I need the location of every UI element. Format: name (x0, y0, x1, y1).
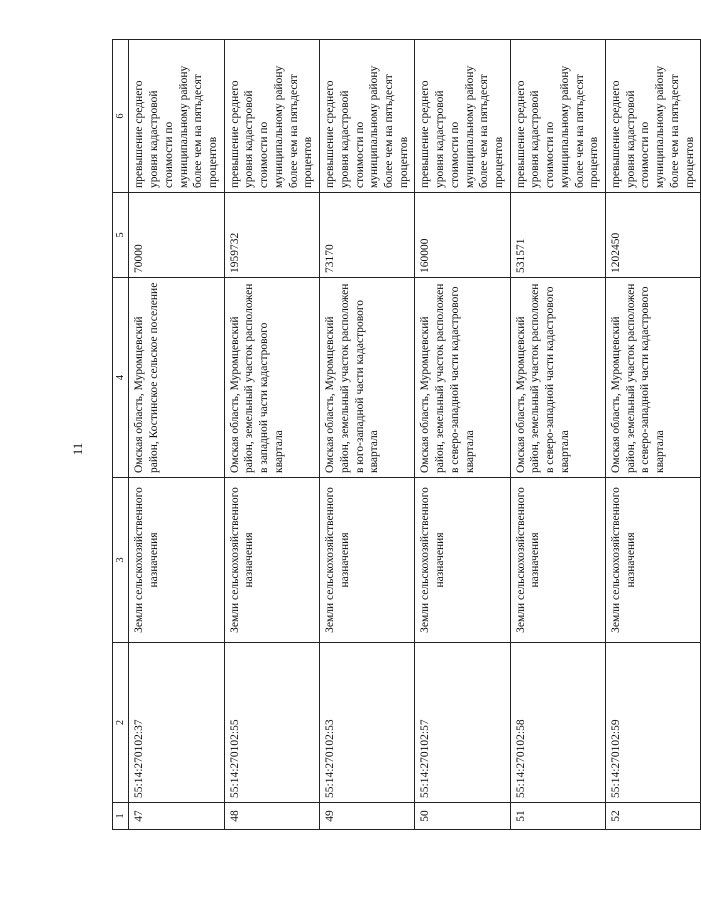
header-row (113, 40, 129, 830)
column-header: 5 (113, 193, 129, 278)
table-body (113, 40, 701, 830)
table-row (510, 40, 605, 830)
cadastral-number-cell: 55:14:270102:59 (606, 643, 701, 803)
reason-cell: превышение среднего уровня кадастровой стоимости по муниципальному району более чем на пятьдесят процентов (606, 40, 701, 193)
table-row (606, 40, 701, 830)
row-number-cell: 51 (510, 803, 605, 830)
cadastral-table (112, 39, 701, 830)
location-cell: Омская область, Муромцевский район, земельный участок расположен в северо-западной части кадастрового квартала (606, 278, 701, 478)
row-number-cell: 50 (415, 803, 510, 830)
cadastral-value-cell: 73170 (320, 193, 415, 278)
location-cell: Омская область, Муромцевский район, земельный участок расположен в северо-западной части кадастрового квартала (415, 278, 510, 478)
reason-cell: превышение среднего уровня кадастровой стоимости по муниципальному району более чем на пятьдесят процентов (224, 40, 319, 193)
cadastral-value-cell: 70000 (129, 193, 224, 278)
column-header: 4 (113, 278, 129, 478)
cadastral-number-cell: 55:14:270102:37 (129, 643, 224, 803)
row-number-cell: 49 (320, 803, 415, 830)
table-row (415, 40, 510, 830)
location-cell: Омская область, Муромцевский район, земельный участок расположен в западной части кадастрового квартала (224, 278, 319, 478)
land-category-cell: Земли сельскохозяйственного назначения (606, 478, 701, 643)
cadastral-value-cell: 531571 (510, 193, 605, 278)
table-row (320, 40, 415, 830)
row-number-cell: 47 (129, 803, 224, 830)
row-number-cell: 48 (224, 803, 319, 830)
cadastral-value-cell: 1959732 (224, 193, 319, 278)
reason-cell: превышение среднего уровня кадастровой стоимости по муниципальному району более чем на пятьдесят процентов (320, 40, 415, 193)
reason-cell: превышение среднего уровня кадастровой стоимости по муниципальному району более чем на пятьдесят процентов (510, 40, 605, 193)
cadastral-number-cell: 55:14:270102:55 (224, 643, 319, 803)
row-number-cell: 52 (606, 803, 701, 830)
column-header: 3 (113, 478, 129, 643)
location-cell: Омская область, Муромцевский район, земельный участок расположен в юго-западной части кадастрового квартала (320, 278, 415, 478)
land-category-cell: Земли сельскохозяйственного назначения (320, 478, 415, 643)
location-cell: Омская область, Муромцевский район, земельный участок расположен в северо-западной части кадастрового квартала (510, 278, 605, 478)
land-category-cell: Земли сельскохозяйственного назначения (129, 478, 224, 643)
column-header: 6 (113, 40, 129, 193)
cadastral-value-cell: 160000 (415, 193, 510, 278)
cadastral-number-cell: 55:14:270102:53 (320, 643, 415, 803)
cadastral-number-cell: 55:14:270102:58 (510, 643, 605, 803)
land-category-cell: Земли сельскохозяйственного назначения (415, 478, 510, 643)
cadastral-number-cell: 55:14:270102:57 (415, 643, 510, 803)
table-row (129, 40, 224, 830)
column-header: 1 (113, 803, 129, 830)
location-cell: Омская область, Муромцевский район, Костинское сельское поселение (129, 278, 224, 478)
land-category-cell: Земли сельскохозяйственного назначения (510, 478, 605, 643)
reason-cell: превышение среднего уровня кадастровой стоимости по муниципальному району более чем на пятьдесят процентов (415, 40, 510, 193)
page-number: 11 (70, 442, 85, 456)
table-row (224, 40, 319, 830)
reason-cell: превышение среднего уровня кадастровой стоимости по муниципальному району более чем на пятьдесят процентов (129, 40, 224, 193)
column-header: 2 (113, 643, 129, 803)
rotated-table-container (112, 40, 696, 830)
land-category-cell: Земли сельскохозяйственного назначения (224, 478, 319, 643)
cadastral-value-cell: 1202450 (606, 193, 701, 278)
